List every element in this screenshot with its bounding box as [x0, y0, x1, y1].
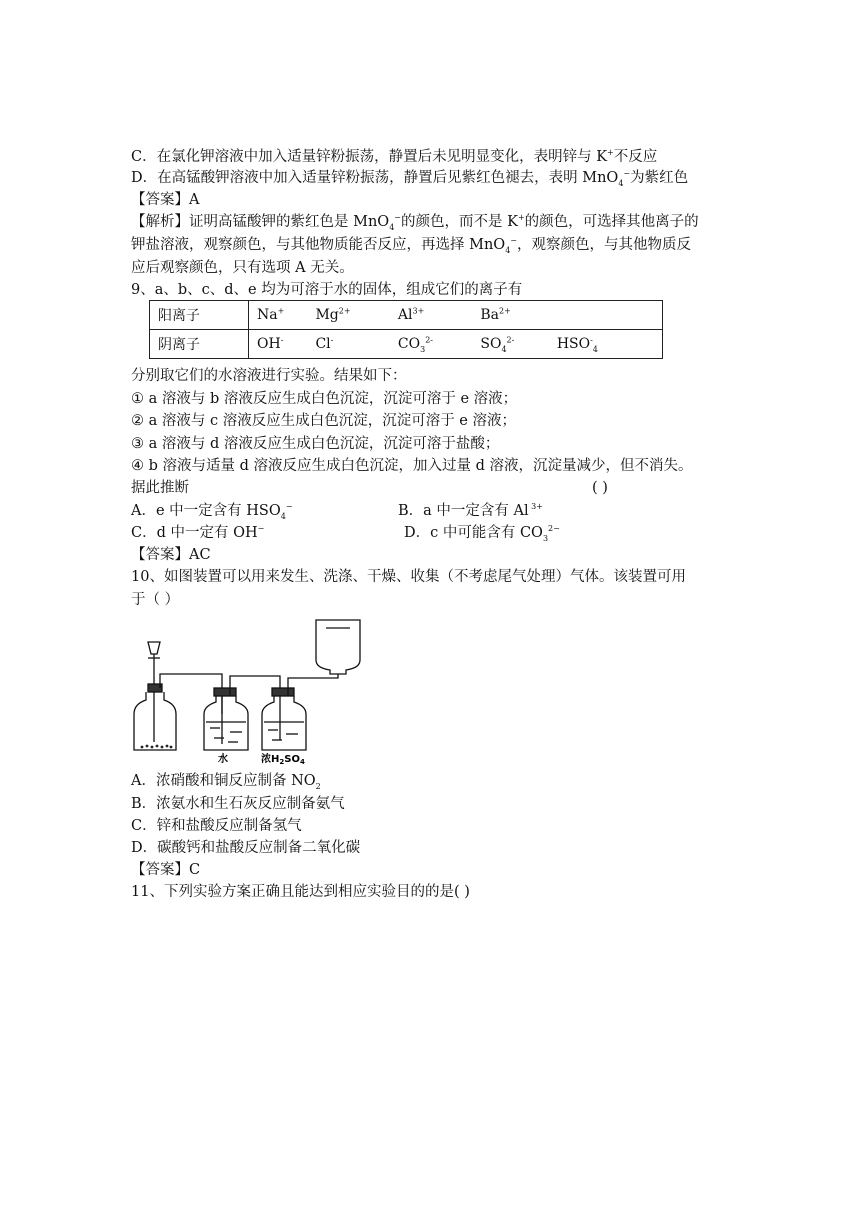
cation-list: [249, 301, 663, 330]
solid-reagent: [141, 745, 173, 749]
q8-option-d: D．在高锰酸钾溶液中加入适量锌粉振荡，静置后见紫红色褪去，表明 MnO$_4$−为紫红色: [131, 169, 689, 188]
cation-al: $Al^{3+}$: [397, 306, 425, 323]
drying-bottle-acid: [262, 696, 306, 750]
cation-na: Na+: [257, 306, 285, 323]
label-conc-sulfuric-acid: 浓$H_2SO_4$: [261, 754, 305, 764]
stopper-2: [214, 688, 236, 696]
q9-result-3: ③ a 溶液与 d 溶液反应生成白色沉淀，沉淀可溶于盐酸；: [131, 436, 500, 452]
q9-stem: 9、a、b、c、d、e 均为可溶于水的固体，组成它们的离子有: [131, 282, 523, 298]
q8-explanation-3: 应后观察颜色，只有选项 A 无关。: [131, 260, 354, 276]
anion-row: [150, 330, 663, 359]
q10-stem-2: 于（ ）: [131, 592, 180, 608]
anion-label: 阴离子: [150, 330, 249, 359]
separatory-funnel: [148, 642, 160, 654]
cation-mg: $Mg^{2+}$: [315, 306, 351, 323]
q9-result-2: ② a 溶液与 c 溶液反应生成白色沉淀，沉淀可溶于 e 溶液；: [131, 413, 516, 429]
wash-bottle-water: [204, 696, 248, 750]
q9-result-4: ④ b 溶液与适量 d 溶液反应生成白色沉淀，加入过量 d 溶液，沉淀量减少，但不消失。: [131, 458, 693, 474]
anion-oh: OH-: [257, 335, 284, 352]
q10-answer: 【答案】C: [131, 862, 201, 878]
q9-option-a: A．e 中一定含有 $HSO_4^-$: [131, 502, 293, 521]
q11-stem: 11、下列实验方案正确且能达到相应实验目的的是( ): [131, 884, 470, 900]
gas-apparatus-figure: [130, 614, 370, 764]
stopper-3: [272, 688, 294, 696]
anion-cl: Cl-: [315, 335, 334, 352]
cation-row: [150, 301, 663, 330]
label-water: 水: [218, 754, 228, 764]
q8-option-c: C．在氯化钾溶液中加入适量锌粉振荡，静置后未见明显变化，表明锌与 K+不反应: [131, 148, 658, 165]
q10-option-a: A．浓硝酸和铜反应制备 $NO_2$: [131, 773, 321, 791]
q9-intro: 分别取它们的水溶液进行实验。结果如下：: [131, 368, 407, 384]
q10-option-d: D．碳酸钙和盐酸反应制备二氧化碳: [131, 840, 361, 856]
cation-ba: $Ba^{2+}$: [480, 306, 511, 323]
q9-option-b: B．a 中一定含有 Al $^{3+}$: [398, 502, 543, 519]
q8-explanation-2: 钾盐溶液，观察颜色，与其他物质能否反应，再选择 MnO$_4$−，观察颜色，与其他物质反: [131, 236, 691, 255]
q8-explanation-1: 【解析】证明高锰酸钾的紫红色是 MnO$_4$−的颜色，而不是 K+的颜色，可选择其他离子的: [131, 213, 699, 232]
anion-hso4: $HSO^-_4$: [556, 335, 598, 354]
cation-label: 阳离子: [150, 301, 249, 330]
q10-option-c: C．锌和盐酸反应制备氢气: [131, 818, 302, 834]
q9-option-c: C．d 中一定有 OH−: [131, 524, 265, 541]
q9-result-1: ① a 溶液与 b 溶液反应生成白色沉淀，沉淀可溶于 e 溶液；: [131, 391, 518, 407]
q9-answer-blank: ( ): [592, 480, 608, 496]
q8-answer: 【答案】A: [131, 192, 200, 208]
q10-option-b: B．浓氨水和生石灰反应制备氨气: [131, 796, 345, 812]
q9-answer: 【答案】AC: [131, 547, 211, 563]
anion-so4: $SO_4^{2-}$: [480, 335, 515, 354]
anion-list: [249, 330, 663, 359]
q9-option-d: D．c 中可能含有 $CO_3^{2-}$: [404, 524, 560, 543]
anion-co3: $CO_3^{2-}$: [397, 335, 433, 354]
q10-stem-1: 10、如图装置可以用来发生、洗涤、干燥、收集（不考虑尾气处理）气体。该装置可用: [131, 569, 686, 585]
generator-flask: [134, 692, 176, 750]
q9-infer: 据此推断: [131, 480, 189, 496]
ion-table: [149, 300, 663, 359]
